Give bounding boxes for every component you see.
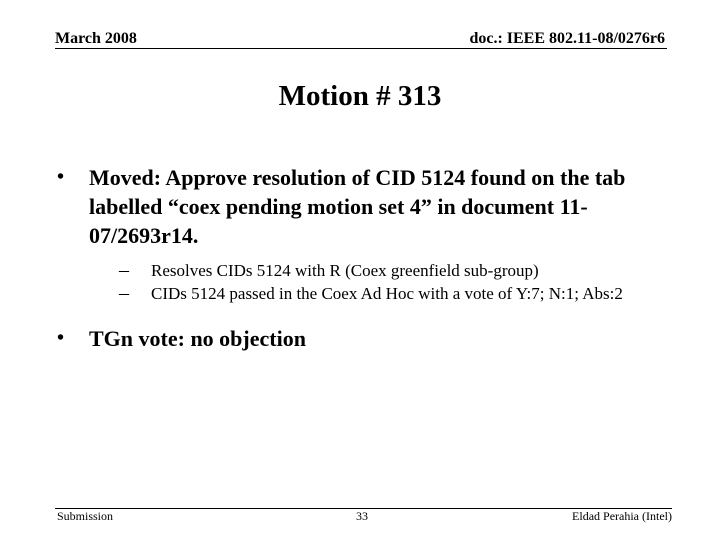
slide-title: Motion # 313 [278, 80, 442, 112]
sub-bullet-item [119, 282, 657, 305]
header-doc-id: doc.: IEEE 802.11-08/0276r6 [469, 30, 665, 47]
bullet-item [57, 324, 657, 353]
bullet-marker: • [57, 166, 65, 188]
bullet-text: TGn vote: no objection [89, 326, 306, 351]
sub-bullet-marker: – [119, 282, 129, 304]
bullet-spacer [57, 305, 657, 324]
bullet-list [57, 163, 657, 353]
sub-bullet-text: CIDs 5124 passed in the Coex Ad Hoc with a vote of Y:7; N:1; Abs:2 [151, 284, 623, 303]
sub-bullet-text: Resolves CIDs 5124 with R (Coex greenfield sub-group) [151, 261, 539, 280]
footer-author: Eldad Perahia (Intel) [572, 509, 672, 523]
bullet-item [57, 163, 657, 305]
sub-bullet-item [119, 259, 657, 282]
header-divider [55, 48, 667, 49]
sub-bullet-list [89, 259, 657, 305]
footer-submission: Submission [57, 509, 114, 523]
page-number: 33 [356, 509, 368, 523]
header-date: March 2008 [55, 30, 137, 47]
bullet-text: Moved: Approve resolution of CID 5124 found on the tab labelled “coex pending motion set 4” in document 11-07/2693r14. [89, 165, 626, 248]
sub-bullet-marker: – [119, 259, 129, 281]
bullet-marker: • [57, 327, 65, 349]
